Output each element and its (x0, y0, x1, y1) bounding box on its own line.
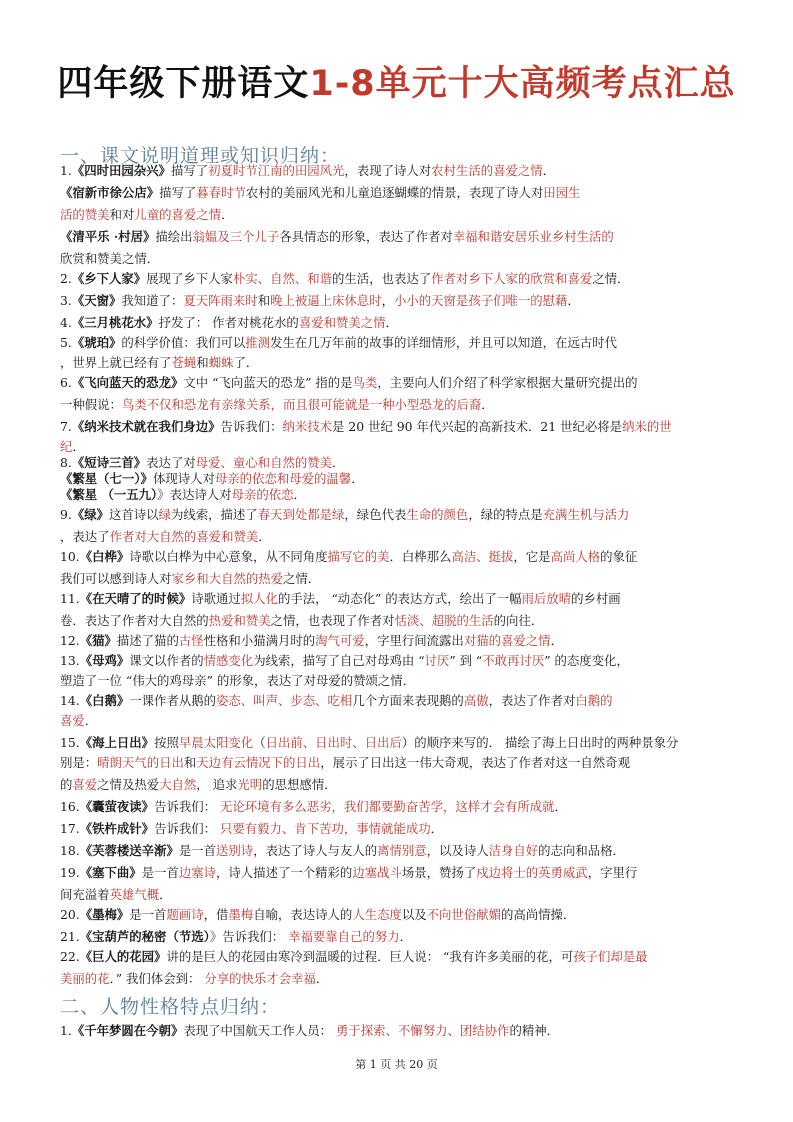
text-highlight: 纪 (60, 439, 73, 454)
text-segment: ． (72, 439, 85, 454)
text-segment: 发生在几万年前的故事的详细情形，并且可以知道，在远古时代 (270, 335, 618, 350)
text-segment: 以及 (401, 907, 427, 922)
text-segment: 1. (60, 163, 72, 178)
text-highlight: 作者对乡下人家的欣赏和喜爱 (431, 271, 593, 286)
text-segment: ． (481, 397, 494, 412)
text-segment: ，世界上就已经有了 (60, 355, 172, 370)
text-highlight: 儿童的喜爱之情 (134, 207, 222, 222)
text-highlight: 雨后放晴 (521, 591, 572, 606)
text-segment: ，绿色代表 (344, 507, 407, 522)
text-highlight: 鸟类不仅和恐龙有亲缘关系，而且很可能就是一种小型恐龙的后裔 (121, 397, 482, 412)
text-highlight: 不向世俗献媚 (426, 907, 501, 922)
text-highlight: 送别诗 (216, 843, 254, 858)
text-segment: ，表达了 (60, 529, 110, 544)
content-line (60, 335, 617, 351)
text-segment: ，借 (203, 907, 229, 922)
content-line (60, 439, 85, 455)
text-title: 《在天晴了的时候》 (79, 591, 192, 606)
text-segment: ，绿的特点是 (468, 507, 543, 522)
text-segment: ，字里行间流露出 (364, 633, 464, 648)
text-segment: 欣赏和赞美之情． (60, 251, 160, 266)
text-segment: ，它是 (513, 549, 551, 564)
text-highlight: 夏天阵雨来时 (183, 293, 258, 308)
text-highlight: 美丽的花 (60, 971, 110, 986)
text-segment: 的手法， “动态化” 的表达方式，绘出了一幅 (277, 591, 522, 606)
text-highlight: 高洁、挺拔 (451, 549, 514, 564)
text-segment: 告诉我们： (154, 821, 220, 836)
content-line (60, 865, 637, 881)
text-segment: 表现了中国航天工作人员： (183, 1023, 336, 1038)
text-segment: 和 (257, 293, 271, 308)
text-segment: 塑造了一位 “伟大的鸡母亲” 的形象，表达了对母爱的赞颂之情． (60, 673, 416, 688)
text-highlight: 纳米技术 (282, 419, 333, 434)
text-segment: 的 (60, 777, 73, 792)
text-highlight: 白鹅的 (575, 693, 613, 708)
text-title: 《海上日出》 (79, 735, 155, 750)
text-segment: ，以及诗人 (426, 843, 489, 858)
content-line (60, 507, 629, 523)
content-line (60, 163, 555, 179)
content-line (60, 251, 159, 267)
content-line (60, 735, 678, 751)
text-segment: 卷．表达了作者对大自然的 (60, 613, 209, 628)
text-segment: 16. (60, 799, 80, 814)
text-segment: 和 (183, 755, 197, 770)
title-accent: 1-8单元十大高频考点汇总 (309, 64, 736, 104)
text-segment: 18. (60, 843, 80, 858)
text-segment: 讲的是巨人的花园由寒冷到温暖的过程．巨人说： “我有许多美丽的花，可 (166, 949, 574, 964)
text-highlight: 人生态度 (352, 907, 402, 922)
content-line (60, 799, 567, 815)
text-highlight: 描写它的美 (327, 549, 390, 564)
text-highlight: 喜爱 (60, 713, 85, 728)
text-highlight: 日出前、日出时、日出后 (265, 735, 402, 750)
text-segment: ， 追求 (196, 777, 238, 792)
page-footer: 第 1 页 共 20 页 (355, 1058, 438, 1071)
text-segment: 各具情态的形象，表达了作者对 (279, 229, 453, 244)
text-segment: 》表达诗人对 (157, 487, 232, 502)
text-segment: ． (159, 887, 172, 902)
text-highlight: 翁媪及三个儿子 (192, 229, 280, 244)
content-line (60, 271, 629, 287)
text-segment: 》告诉我们： (209, 929, 289, 944)
text-segment: ，表达了诗人与友人的 (253, 843, 378, 858)
text-segment: 6. (60, 375, 72, 390)
text-segment: ．” 我们体会到： (109, 971, 205, 986)
text-highlight: 母亲的依恋和母爱的温馨 (214, 471, 352, 486)
content-line (60, 471, 364, 487)
text-segment: ）的顺序来写的． 描绘了海上日出时的两种景象分 (401, 735, 679, 750)
content-line (60, 1023, 559, 1039)
text-segment: 的精神． (509, 1023, 560, 1038)
text-segment: ” 的态度变化， (544, 653, 629, 668)
text-title: 《宝葫芦的秘密（节选） (79, 929, 210, 944)
text-highlight: 纳米的世 (622, 419, 672, 434)
text-highlight: 母爱、童心和自然的赞美 (195, 455, 333, 470)
text-segment: 一课作者从鹅的 (129, 693, 217, 708)
text-segment: ． (567, 293, 580, 308)
text-segment: 几个方面来表现鹅的 (352, 693, 464, 708)
text-segment: 和 (196, 355, 209, 370)
text-segment: ． (84, 713, 98, 728)
text-segment: 9. (60, 507, 72, 522)
text-title: 《塞下曲》 (79, 865, 142, 880)
text-segment: 和对 (109, 207, 135, 222)
text-highlight: 家乡和大自然的热爱 (171, 571, 284, 586)
text-segment: 抒发了： 作者对桃花水的 (158, 315, 299, 330)
content-line (60, 355, 258, 371)
content-line (60, 185, 580, 201)
text-segment: 是一首 (178, 843, 217, 858)
text-segment: 这首诗以 (109, 507, 159, 522)
content-line (60, 673, 415, 689)
section-heading-2: 二、人物性格特点归纳： (60, 996, 281, 1018)
text-highlight: 作者对大自然的喜爱和赞美 (109, 529, 259, 544)
text-segment: 5. (60, 335, 72, 350)
text-segment: ． (542, 163, 556, 178)
text-segment: 一种假说： (60, 397, 122, 412)
text-segment: 文中 “飞向蓝天的恐龙” 指的是 (183, 375, 353, 390)
content-line (60, 887, 172, 903)
text-highlight: 晴朗天气的日出 (97, 755, 184, 770)
text-highlight: 鸟类 (352, 375, 378, 390)
text-highlight: 大自然 (159, 777, 197, 792)
text-segment: 诗歌通过 (191, 591, 241, 606)
text-segment: ． (315, 971, 329, 986)
text-highlight: 高尚人格 (550, 549, 601, 564)
text-title: 《母鸡》 (79, 653, 130, 668)
text-title: 《繁星（七一）》 (60, 471, 153, 486)
text-segment: 描写了 (170, 163, 209, 178)
content-line (60, 949, 648, 965)
text-highlight: 边塞战斗 (352, 865, 402, 880)
text-highlight: 高傲 (463, 693, 489, 708)
text-highlight: 淘气可爱 (315, 633, 365, 648)
text-segment: 之情，也表现了作者对 (270, 613, 395, 628)
text-title: 《清平乐 ·村居》 (60, 229, 156, 244)
text-segment: 2. (60, 271, 72, 286)
text-segment: ． (293, 487, 306, 502)
content-line (60, 549, 637, 565)
text-segment: ． (399, 929, 413, 944)
text-highlight: 墨梅 (228, 907, 254, 922)
text-highlight: 戍边将士的英勇威武 (476, 865, 588, 880)
text-segment: ． (554, 799, 567, 814)
text-segment: 为线索，描述了 (170, 507, 258, 522)
content-line (60, 571, 320, 587)
text-segment: 告诉我们： (154, 799, 220, 814)
content-line (60, 315, 398, 331)
content-line (60, 907, 575, 923)
text-title: 《芙蓉楼送辛渐》 (79, 843, 179, 858)
content-line (60, 207, 233, 223)
text-segment: 诗歌以白桦为中心意象，从不同角度 (129, 549, 328, 564)
text-highlight: 母亲的依恋 (231, 487, 294, 502)
text-title: 《短诗三首》 (71, 455, 147, 470)
text-segment: 表达了对 (146, 455, 196, 470)
text-segment: 课文以作者的 (129, 653, 204, 668)
text-segment: 17. (60, 821, 80, 836)
text-title: 《白鹅》 (79, 693, 130, 708)
content-line (60, 397, 494, 413)
content-line (60, 929, 412, 945)
text-segment: ． (258, 529, 271, 544)
text-highlight: 苍蝇 (171, 355, 197, 370)
text-segment: 自喻，表达诗人的 (253, 907, 353, 922)
text-segment: 了． (233, 355, 259, 370)
text-segment: 的象征 (600, 549, 638, 564)
content-line (60, 821, 443, 837)
text-segment: 1. (60, 1023, 72, 1038)
content-line (60, 613, 543, 629)
text-highlight: 情感变化 (203, 653, 254, 668)
content-line (60, 755, 630, 771)
text-segment: ， (381, 293, 394, 308)
text-segment: ” 到 “ (449, 653, 483, 668)
text-title: 《墨梅》 (79, 907, 130, 922)
text-segment: 11. (60, 591, 80, 606)
text-segment: 是一首 (129, 907, 167, 922)
text-title: 《纳米技术就在我们身边》 (71, 419, 221, 434)
content-line (60, 713, 97, 729)
text-segment: 我们可以感到诗人对 (60, 571, 172, 586)
text-segment: 19. (60, 865, 80, 880)
text-highlight: 英雄气概 (109, 887, 160, 902)
text-segment: 场景，赞扬了 (401, 865, 477, 880)
text-segment: 的思想感情． (262, 777, 337, 792)
text-segment: 的生活，也表达了 (332, 271, 432, 286)
text-segment: 为线索，描写了自己对母鸡由 “ (253, 653, 425, 668)
content-line (60, 777, 337, 793)
text-segment: 21. (60, 929, 80, 944)
content-line (60, 693, 613, 709)
text-segment: 间充溢着 (60, 887, 110, 902)
text-highlight: 绿 (158, 507, 171, 522)
text-highlight: 分享的快乐才会幸福 (204, 971, 316, 986)
text-highlight: 讨厌 (424, 653, 450, 668)
text-highlight: 光明 (237, 777, 263, 792)
content-line (60, 455, 344, 471)
text-segment: 描写了 (159, 185, 197, 200)
text-highlight: 春天到处都是绿 (257, 507, 345, 522)
text-highlight: 孩子们却是最 (573, 949, 648, 964)
text-highlight: 暮春时节 (196, 185, 246, 200)
text-segment: 的志向和品格． (538, 843, 625, 858)
text-title: 《千年梦圆在今朝》 (71, 1023, 184, 1038)
text-segment: 我知道了： (121, 293, 184, 308)
text-title: 《白桦》 (79, 549, 130, 564)
text-title: 《繁星 （一五九） (60, 487, 158, 502)
text-highlight: 田园生 (543, 185, 581, 200)
content-line (60, 487, 306, 503)
text-segment: 描述了猫的 (116, 633, 179, 648)
text-segment: ，字里行 (587, 865, 638, 880)
text-segment: ． (351, 471, 364, 486)
text-title: 《三月桃花水》 (71, 315, 159, 330)
content-line (60, 843, 625, 859)
text-segment: 按照 (154, 735, 179, 750)
text-segment: 展现了乡下人家 (146, 271, 233, 286)
text-highlight: 朴实、自然、和谐 (232, 271, 333, 286)
text-segment: ，展示了日出这一伟大奇观，表达了作者对这一自然奇观 (320, 755, 630, 770)
content-line (60, 419, 672, 435)
text-highlight: 农村生活的喜爱之情 (431, 163, 543, 178)
text-segment: ． (430, 821, 443, 836)
text-segment: 是 20 世纪 90 年代兴起的高新技术．21 世纪必将是 (332, 419, 623, 434)
text-segment: ．白桦那么 (389, 549, 452, 564)
text-segment: 描绘出 (155, 229, 193, 244)
text-highlight: 勇于探索、不懈努力、团结协作 (335, 1023, 510, 1038)
text-title: 《铁杵成针》 (79, 821, 155, 836)
text-segment: 之情． (592, 271, 630, 286)
text-highlight: 恬淡、超脱的生活 (394, 613, 494, 628)
text-segment: 的乡村画 (571, 591, 621, 606)
content-line (60, 375, 638, 391)
text-title: 《宿新市徐公店》 (60, 185, 160, 200)
text-segment: 的科学价值：我们可以 (121, 335, 246, 350)
text-segment: ，主要向人们介绍了科学家根据大量研究提出的 (377, 375, 638, 390)
text-segment: ． (332, 455, 345, 470)
content-line (60, 229, 614, 245)
text-highlight: 不敢再讨厌 (482, 653, 545, 668)
text-segment: 告诉我们： (220, 419, 283, 434)
text-segment: ，诗人描述了一个精彩的 (216, 865, 353, 880)
text-segment: ． (550, 633, 563, 648)
text-segment: ，表现了诗人对 (344, 163, 432, 178)
text-segment: 之情及热爱 (97, 777, 160, 792)
content-line (60, 971, 328, 987)
text-highlight: 活的赞美 (60, 207, 110, 222)
text-segment: 20. (60, 907, 80, 922)
text-highlight: 题画诗 (166, 907, 204, 922)
text-title: 《四时田园杂兴》 (71, 163, 171, 178)
text-title: 《琥珀》 (71, 335, 122, 350)
text-highlight: 热爱和赞美 (208, 613, 271, 628)
text-highlight: 早晨太阳变化 (178, 735, 254, 750)
text-highlight: 古怪 (178, 633, 204, 648)
text-highlight: 喜爱 (72, 777, 98, 792)
text-title: 《猫》 (79, 633, 117, 648)
text-highlight: 离情别意 (377, 843, 427, 858)
text-highlight: 对猫的喜爱之情 (463, 633, 551, 648)
text-segment: 别是： (60, 755, 98, 770)
text-highlight: 拟人化 (240, 591, 278, 606)
text-highlight: 姿态、叫声、步态、吃相 (216, 693, 353, 708)
text-highlight: 推测 (245, 335, 271, 350)
text-highlight: 喜爱和赞美之情 (298, 315, 386, 330)
text-segment: 之情． (283, 571, 321, 586)
text-segment: 是一首 (141, 865, 179, 880)
text-segment: ． (221, 207, 234, 222)
text-segment: 7. (60, 419, 72, 434)
text-highlight: 生命的颜色 (406, 507, 469, 522)
text-segment: 3. (60, 293, 72, 308)
content-line (60, 591, 621, 607)
text-highlight: 洁身自好 (488, 843, 539, 858)
text-segment: ． (385, 315, 398, 330)
text-highlight: 充满生机与活力 (542, 507, 630, 522)
text-segment: （ (253, 735, 266, 750)
text-segment: 22. (60, 949, 80, 964)
text-segment: ，表达了作者对 (488, 693, 576, 708)
page-title (0, 56, 793, 106)
content-line (60, 633, 563, 649)
text-segment: 14. (60, 693, 80, 708)
text-title: 《巨人的花园》 (79, 949, 167, 964)
content-line (60, 293, 580, 309)
content-line (60, 653, 629, 669)
text-highlight: 只要有毅力、肯下苦功，事情就能成功 (219, 821, 431, 836)
text-highlight: 边塞诗 (178, 865, 217, 880)
text-title: 《乡下人家》 (71, 271, 147, 286)
text-highlight: 天边有云情况下的日出 (196, 755, 321, 770)
text-segment: 10. (60, 549, 80, 564)
text-highlight: 幸福要靠自己的努力 (288, 929, 400, 944)
text-title: 《绿》 (71, 507, 109, 522)
text-highlight: 晚上被逼上床休息时 (270, 293, 382, 308)
text-segment: 15. (60, 735, 80, 750)
text-title: 《天窗》 (71, 293, 122, 308)
text-segment: 体现诗人对 (152, 471, 215, 486)
section-heading-1: 一、课文说明道理或知识归纳： (60, 145, 341, 167)
text-highlight: 无论环境有多么恶劣，我们都要勤奋苦学，这样才会有所成就 (219, 799, 555, 814)
text-highlight: 幸福和谐安居乐业乡村生活的 (452, 229, 614, 244)
text-segment: 的向往． (493, 613, 544, 628)
text-title: 《囊萤夜读》 (79, 799, 155, 814)
title-main: 四年级下册语文 (57, 64, 310, 104)
text-segment: 农村的美丽风光和儿童追逐蝴蝶的情景，表现了诗人对 (245, 185, 544, 200)
text-highlight: 初夏时节江南的田园风光 (208, 163, 345, 178)
text-segment: 8. (60, 455, 72, 470)
text-segment: 4. (60, 315, 72, 330)
text-highlight: 小小的天窗是孩子们唯一的慰藉 (393, 293, 568, 308)
text-title: 《飞向蓝天的恐龙》 (71, 375, 184, 390)
text-segment: 12. (60, 633, 80, 648)
text-highlight: 蜘蛛 (208, 355, 234, 370)
content-line (60, 529, 271, 545)
text-segment: 性格和小猫满月时的 (203, 633, 316, 648)
text-segment: 的高尚情操． (501, 907, 576, 922)
text-segment: 13. (60, 653, 80, 668)
